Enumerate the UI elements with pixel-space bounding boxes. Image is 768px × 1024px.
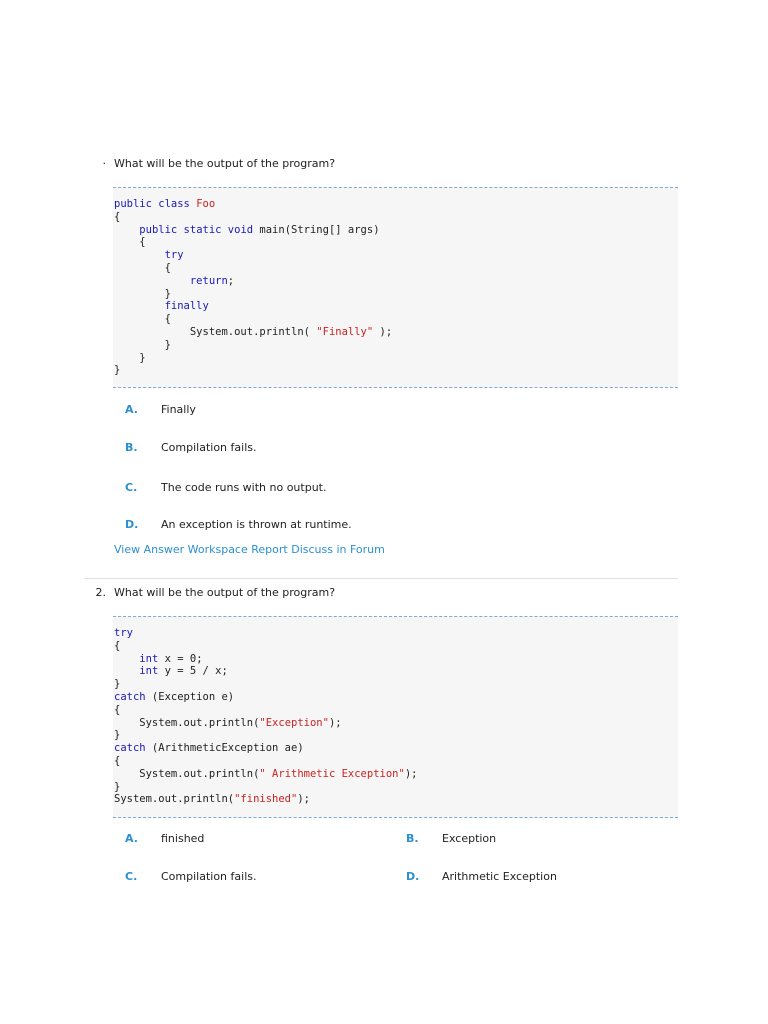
code-line: [114, 339, 171, 352]
code-text: }: [114, 678, 121, 691]
code-text: y = 5 / x;: [158, 665, 228, 678]
code-line: [114, 653, 203, 666]
question-2-option-d-letter[interactable]: D.: [406, 870, 420, 883]
code-line: [114, 288, 171, 301]
code-keyword: catch: [114, 742, 146, 755]
code-text: }: [114, 338, 171, 351]
code-text: );: [373, 326, 393, 338]
code-text: {: [114, 755, 121, 767]
code-text: System.out.println(: [114, 793, 235, 806]
code-line: [114, 742, 304, 755]
question-2-option-b-letter[interactable]: B.: [406, 832, 419, 845]
code-keyword: try: [114, 627, 133, 639]
question-1-option-a-text: Finally: [161, 403, 196, 416]
code-text: );: [297, 793, 310, 806]
code-line: [114, 198, 215, 211]
code-keyword: public static void: [139, 223, 260, 236]
code-keyword: int: [139, 665, 159, 678]
code-text: (ArithmeticException ae): [145, 742, 304, 755]
workspace-link[interactable]: Workspace: [187, 543, 248, 556]
code-line: [114, 755, 120, 768]
code-line: [114, 793, 310, 806]
code-text: [114, 224, 139, 236]
code-text: System.out.println(: [114, 767, 260, 780]
code-text: }: [114, 364, 121, 377]
code-text: System.out.println(: [114, 326, 317, 338]
code-text: }: [114, 780, 121, 793]
question-2-option-c-text: Compilation fails.: [161, 870, 257, 883]
code-keyword: return: [189, 274, 228, 287]
code-text: [114, 249, 165, 261]
code-line: [114, 640, 120, 653]
code-class-name: Foo: [196, 198, 216, 210]
code-text: {: [114, 703, 121, 716]
code-line: [114, 275, 234, 288]
question-1-option-b-text: Compilation fails.: [161, 441, 257, 454]
code-string: "Finally": [316, 326, 374, 338]
code-keyword: catch: [114, 691, 146, 703]
discuss-in-forum-link[interactable]: Discuss in Forum: [291, 543, 385, 556]
code-line: [114, 729, 120, 742]
code-text: {: [114, 210, 121, 223]
question-2-option-a-text: finished: [161, 832, 205, 845]
code-text: main(String[] args): [259, 223, 380, 236]
code-keyword: int: [139, 652, 159, 665]
code-line: [114, 704, 120, 717]
code-string: "Exception": [259, 716, 329, 729]
question-2-option-b-text: Exception: [442, 832, 497, 845]
code-line: [114, 352, 146, 365]
code-text: }: [114, 287, 171, 300]
code-keyword: try: [164, 249, 184, 262]
code-text: ;: [227, 274, 235, 287]
code-line: [114, 665, 228, 678]
code-text: {: [114, 313, 171, 326]
question-1-option-d-text: An exception is thrown at runtime.: [161, 518, 352, 531]
code-text: {: [114, 262, 171, 274]
code-text: x = 0;: [158, 652, 203, 665]
code-text: {: [114, 639, 121, 652]
code-keyword: finally: [164, 300, 209, 313]
question-1-code-block: [113, 187, 678, 388]
code-line: [114, 364, 120, 377]
question-2-text: What will be the output of the program?: [114, 586, 336, 599]
code-text: {: [114, 236, 146, 249]
code-line: [114, 781, 120, 794]
code-text: [114, 653, 139, 665]
code-line: [114, 691, 234, 704]
question-1-option-c-letter[interactable]: C.: [125, 481, 138, 494]
code-line: [114, 249, 184, 262]
question-1-links: [114, 543, 385, 556]
code-text: }: [114, 351, 146, 364]
question-1-option-b-letter[interactable]: B.: [125, 441, 138, 454]
question-1-option-d-letter[interactable]: D.: [125, 518, 139, 531]
code-keyword: public class: [114, 198, 197, 210]
code-text: }: [114, 729, 121, 742]
view-answer-link[interactable]: View Answer: [114, 543, 185, 556]
code-text: System.out.println(: [114, 716, 260, 729]
question-2-option-c-letter[interactable]: C.: [125, 870, 138, 883]
question-2-option-a-letter[interactable]: A.: [125, 832, 138, 845]
code-line: [114, 300, 209, 313]
code-string: "finished": [234, 793, 298, 806]
question-2-code-block: [113, 616, 678, 818]
code-text: );: [328, 716, 342, 729]
code-text: );: [404, 767, 418, 780]
question-1-option-a-letter[interactable]: A.: [125, 403, 138, 416]
code-text: [114, 665, 139, 677]
question-1-option-c-text: The code runs with no output.: [161, 481, 327, 494]
code-line: [114, 236, 146, 249]
question-2-option-d-text: Arithmetic Exception: [442, 870, 557, 883]
code-line: [114, 768, 417, 781]
code-line: [114, 224, 380, 237]
question-1-number: ·: [102, 157, 106, 170]
code-line: [114, 678, 120, 691]
code-line: [114, 627, 133, 640]
code-text: [114, 300, 165, 312]
report-link[interactable]: Report: [251, 543, 288, 556]
question-1-text: What will be the output of the program?: [114, 157, 336, 170]
code-text: (Exception e): [145, 691, 235, 703]
code-line: [114, 717, 342, 730]
question-2-number: 2.: [95, 586, 106, 599]
code-line: [114, 262, 171, 275]
code-line: [114, 313, 171, 326]
code-string: " Arithmetic Exception": [259, 767, 405, 780]
code-line: [114, 326, 392, 339]
code-text: [114, 275, 190, 287]
code-line: [114, 211, 120, 224]
question-separator: [84, 578, 678, 579]
